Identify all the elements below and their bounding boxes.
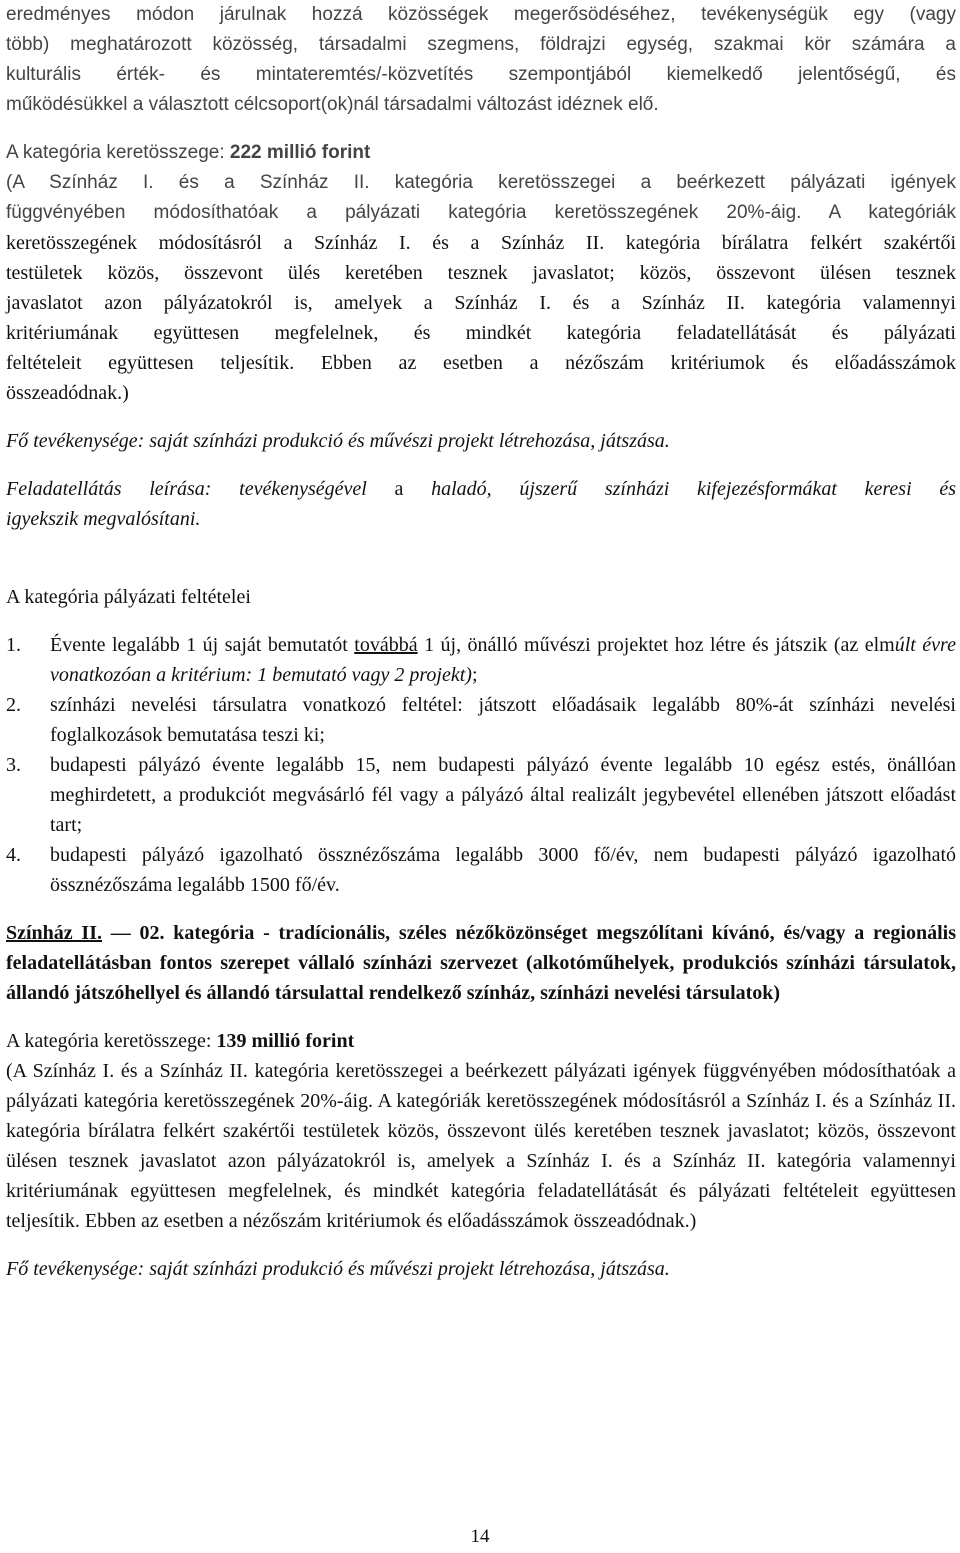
cat1-note-line: (A Színház I. és a Színház II. kategória keretösszegei a beérkezett pályázati igények [6,172,956,193]
cat1-budget-value: 222 millió forint [229,142,371,163]
cat1-note-line: testületek közös, összevont ülés keretében tesznek javaslatot; közös, összevont ülésen tesznek [6,262,956,284]
cat1-conditions-list [6,630,956,900]
cat2-heading-dash: — [102,922,140,944]
cat1-task-rest-line2: igyekszik megvalósítani. [6,508,201,530]
cat1-budget [6,138,956,168]
condition-item [6,630,956,690]
condition-number: 2. [6,694,21,716]
cat1-note-line: összeadódnak.) [6,382,129,404]
cat2-main-activity: Fő tevékenysége: saját színházi produkció és művészi projekt létrehozása, játszása. [6,1258,670,1280]
intro-paragraph [6,0,956,120]
condition-text: budapesti pályázó igazolható össznézőszáma legalább 3000 fő/év, nem budapesti pályázó igazolható össznézőszáma legalább 1500 fő/év. [50,844,956,896]
condition-text-underlined: továbbá [354,634,418,656]
condition-item [6,840,956,900]
cat2-heading-rest: 02. kategória - tradícionális, széles nézőközönséget megszólítani kívánó, és/vagy a regionális feladatellátásban fontos szerepet vállaló színházi szervezet (alkotóműhelyek, produkciós színházi társulatok, állandó játszóhellyel és állandó társulattal rendelkező színház, színházi nevelési társulatok) [6,922,957,1004]
cat1-task-label: Feladatellátás leírása: tevékenységével [6,478,367,500]
cat1-task-description [6,474,956,504]
condition-text-part: ; [471,664,478,686]
intro-line: eredményes módon járulnak hozzá közösségek megerősödéséhez, tevékenységük egy (vagy [6,4,956,25]
cat1-main-activity: Fő tevékenysége: saját színházi produkció és művészi projekt létrehozása, játszása. [6,430,670,452]
condition-item [6,690,956,750]
condition-text: színházi nevelési társulatra vonatkozó feltétel: játszott előadásaik legalább 80%-át színházi nevelési foglalkozások bemutatása teszi ki; [50,694,956,746]
page-number: 14 [470,1526,490,1547]
condition-number: 3. [6,754,21,776]
condition-number: 4. [6,844,21,866]
cat1-note-line: feltételeit együttesen teljesítik. Ebben az esetben a nézőszám kritériumok és előadásszámok [6,352,956,374]
cat2-heading [6,918,956,1008]
cat1-task-rest: haladó, újszerű színházi kifejezésformákat keresi és [431,478,957,500]
condition-text-part: 1 új, önálló művészi projektet hoz létre és játszik (az elm [417,634,895,656]
cat1-note-line: keretösszegének módosításról a Színház I. és a Színház II. kategória bírálatra felkért szakértői [6,232,956,254]
cat1-budget-block [6,138,956,228]
cat2-budget-prefix: A kategória keretösszege: [6,1030,217,1052]
cat1-note-serif [6,228,956,408]
condition-text: budapesti pályázó évente legalább 15, nem budapesti pályázó évente legalább 10 egész estés, önállóan meghirdetett, a produkciót megvásárló fél vagy a pályázó által realizált jegybevétel ellenében játszott előadást tart; [50,754,956,836]
cat2-budget [6,1026,956,1056]
cat1-conditions-title: A kategória pályázati feltételei [6,586,251,608]
intro-line: több) meghatározott közösség, társadalmi szegmens, földrajzi egység, szakmai kör számára a [6,34,956,55]
cat2-heading-underlined: Színház II. [6,922,102,944]
cat2-budget-value: 139 millió forint [216,1030,355,1052]
condition-text [50,634,956,686]
condition-item [6,750,956,840]
intro-line: kulturális érték- és mintateremtés/-közvetítés szempontjából kiemelkedő jelentőségű, és [6,64,956,85]
condition-text-part: Évente legalább 1 új saját bemutatót [50,634,355,656]
intro-line: működésükkel a választott célcsoport(ok)nál társadalmi változást idéznek elő. [6,94,659,115]
condition-text-italic: últ évre vonatkozóan a kritérium: 1 bemutató vagy 2 projekt) [50,634,956,686]
document-page [6,0,956,1284]
cat1-note-line: függvényében módosíthatóak a pályázati kategória keretösszegének 20%-áig. A kategóriák [6,202,956,223]
cat1-task-mid: a [366,478,432,500]
cat2-note: (A Színház I. és a Színház II. kategória keretösszegei a beérkezett pályázati igények függvényében módosíthatóak a pályázati kategória keretösszegének 20%-áig. A kategóriák keretösszegének módosításról a Színház I. és a Színház II. kategória bírálatra felkért szakértői testületek közös, összevont ülés keretében tesznek javaslatot; közös, összevont ülésen tesznek javaslatot azon pályázatokról is, amelyek a Színház I. és a Színház II. kategória valamennyi kritériumának együttesen megfelelnek, és mindkét kategória feladatellátását és pályázati feltételeit együttesen teljesítik. Ebben az esetben a nézőszám kritériumok és előadásszámok összeadódnak.) [6,1060,956,1232]
condition-number: 1. [6,634,21,656]
cat1-budget-prefix: A kategória keretösszege: [6,142,230,163]
cat1-note-line: kritériumának együttesen megfelelnek, és mindkét kategória feladatellátását és pályázati [6,322,956,344]
cat1-note-line: javaslatot azon pályázatokról is, amelyek a Színház I. és a Színház II. kategória valamennyi [6,292,956,314]
